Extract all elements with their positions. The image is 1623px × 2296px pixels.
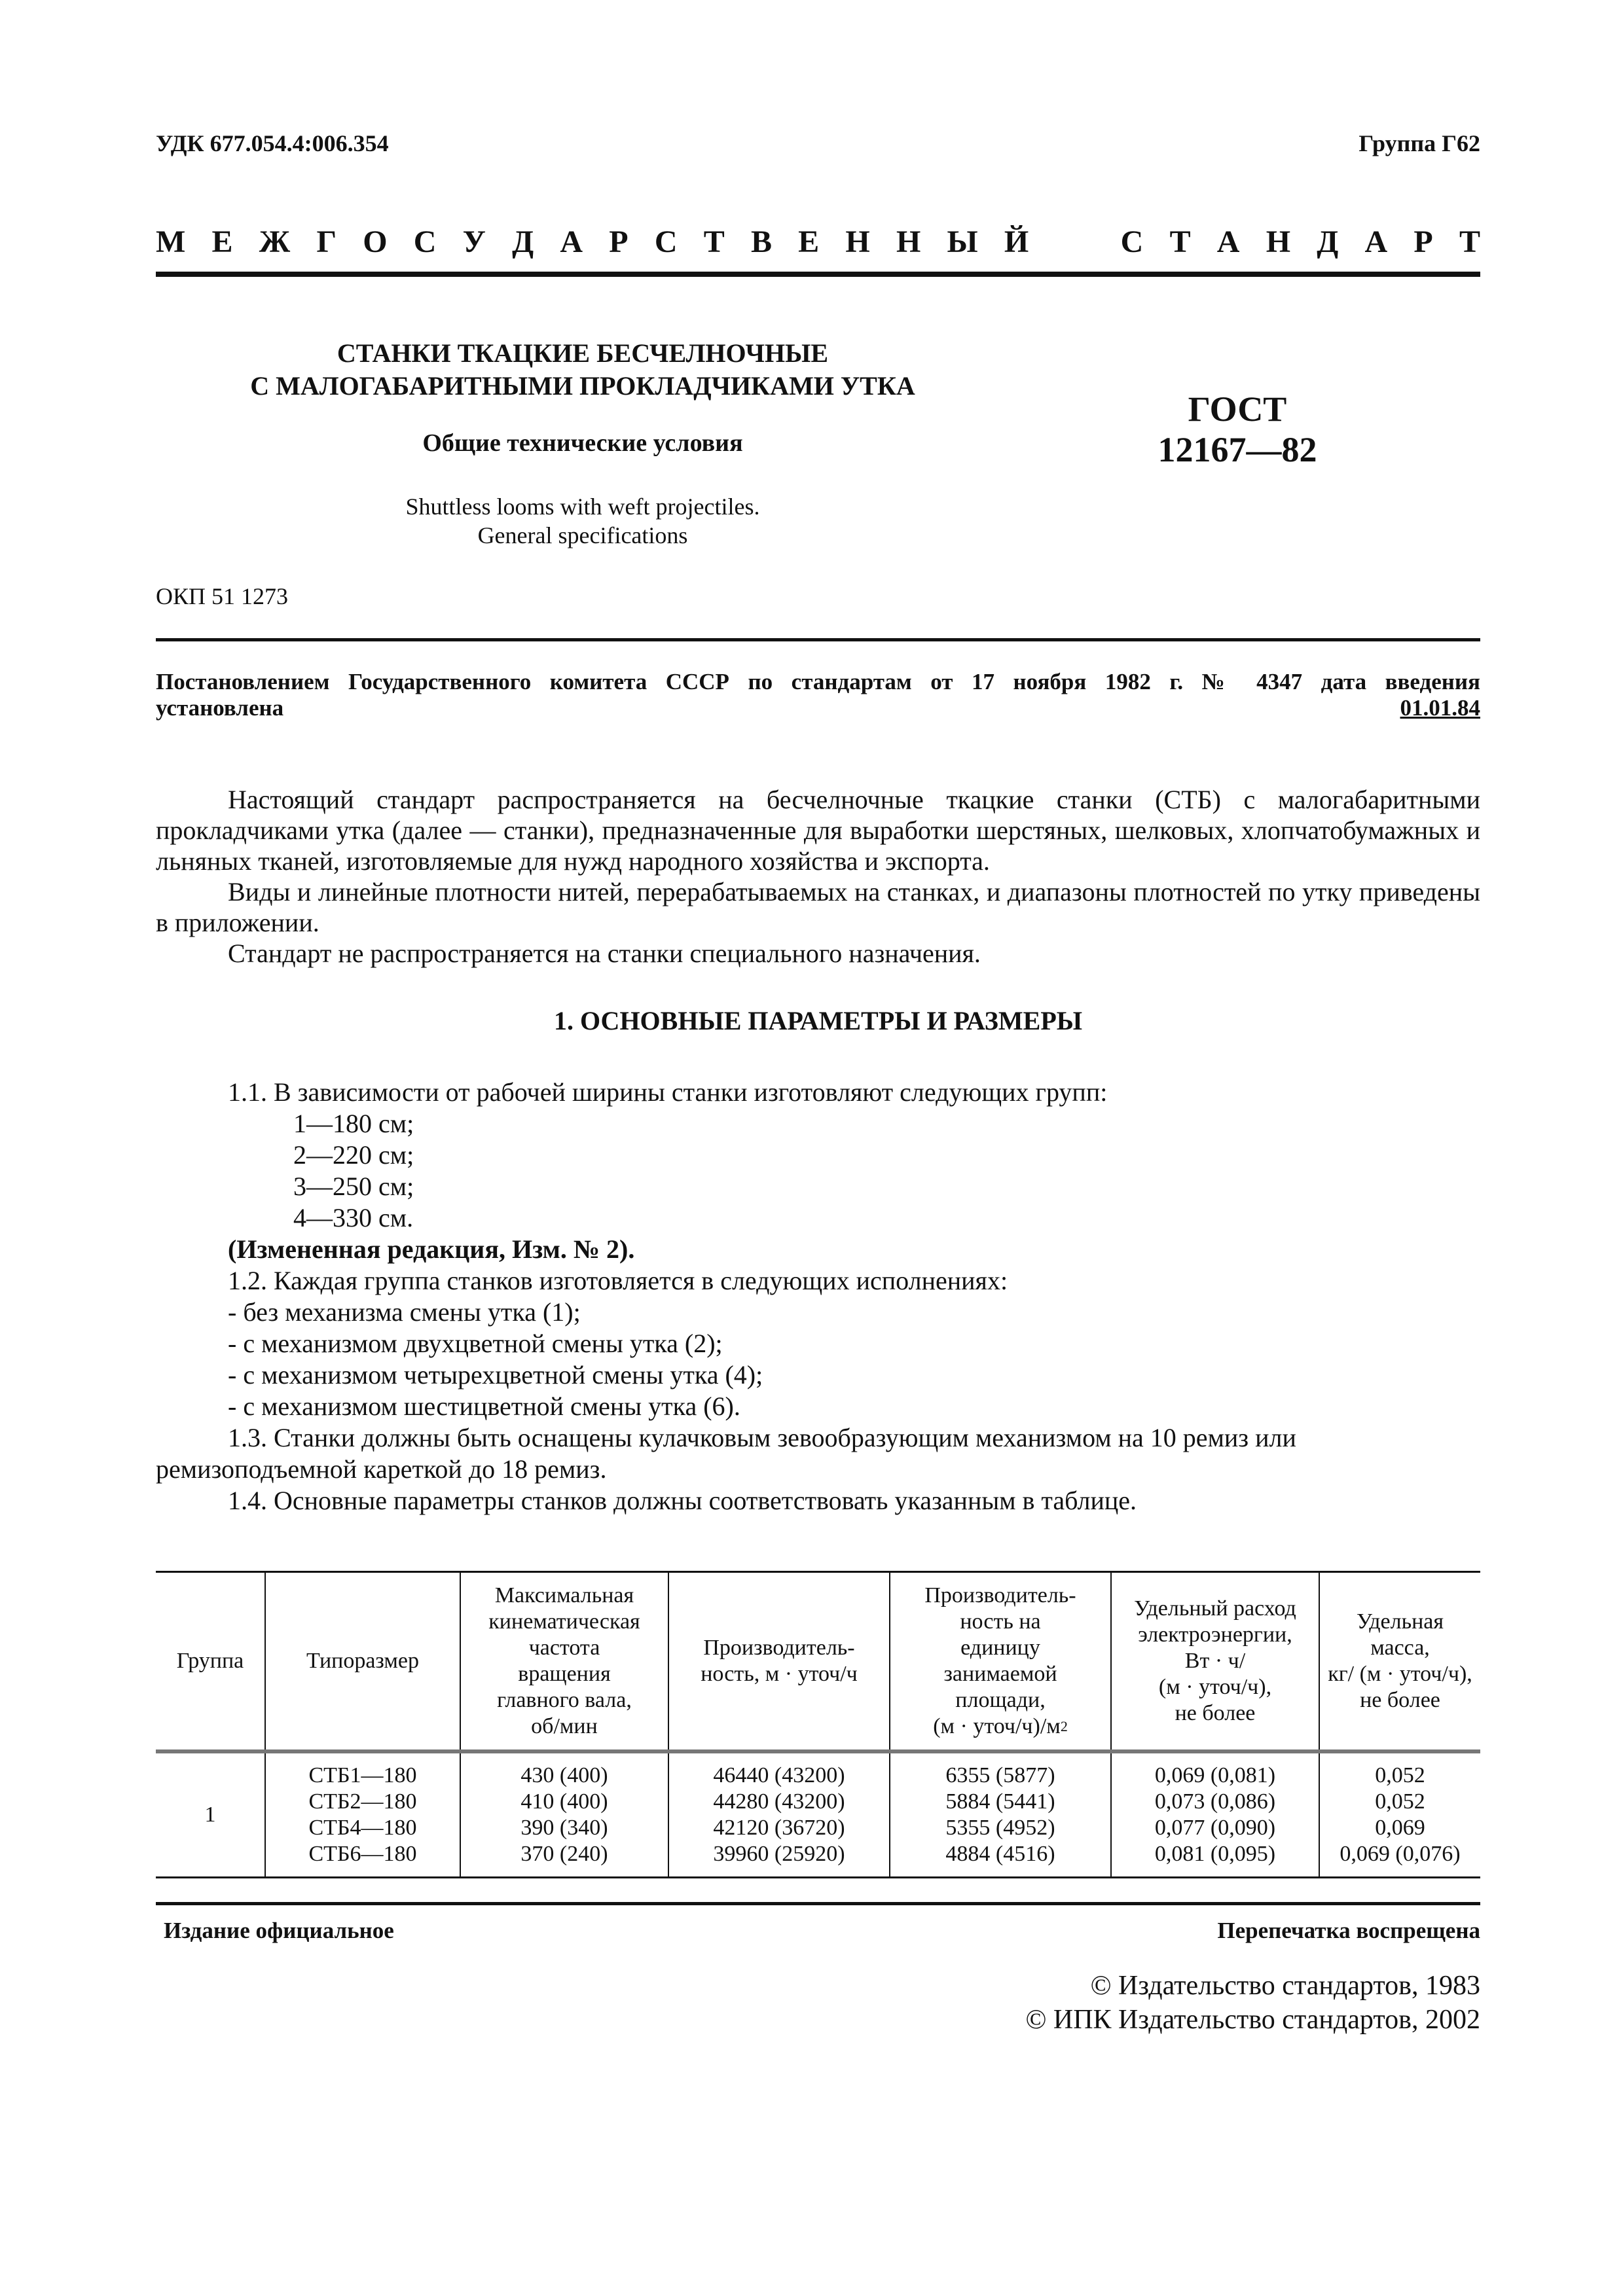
header-frequency: [460, 1572, 668, 1752]
group-item: 4—330 см.: [293, 1203, 414, 1232]
udk-code: УДК 677.054.4:006.354: [156, 130, 389, 156]
banner-letter: С: [1120, 224, 1144, 259]
cell-line: 6355 (5877): [945, 1763, 1055, 1787]
banner-letter: Ж: [259, 224, 291, 259]
cell-line: 5355 (4952): [945, 1816, 1055, 1840]
banner-rule: [156, 272, 1480, 277]
unit-text: (м · уточ/ч)/м: [933, 1714, 1061, 1738]
section1-body: [156, 1077, 1480, 1516]
standard-banner: [156, 224, 1480, 260]
decree-established: установлена: [156, 695, 284, 721]
header-line: кг/ (м · уточ/ч),: [1328, 1662, 1472, 1686]
clause-1-3: 1.3. Станки должны быть оснащены кулачковым зевообразующим механизмом на 10 ремиз или: [228, 1423, 1296, 1452]
header-line: главного вала,: [497, 1688, 632, 1712]
amendment-note: (Измененная редакция, Изм. № 2).: [228, 1234, 635, 1264]
banner-letter: Т: [703, 224, 725, 259]
cell-line: 0,052: [1375, 1763, 1425, 1787]
header-line: занимаемой: [943, 1662, 1057, 1686]
banner-letter: Е: [211, 224, 233, 259]
cell-productivity: [668, 1751, 890, 1878]
banner-letter: Д: [512, 224, 534, 259]
cell-line: 39960 (25920): [713, 1842, 845, 1866]
copyright-1983: © Издательство стандартов, 1983: [1090, 1971, 1480, 2001]
cell-line: 0,081 (0,095): [1154, 1842, 1276, 1866]
banner-letter: М: [156, 224, 186, 259]
cell-line: 0,069: [1375, 1816, 1425, 1840]
cell-line: 0,069 (0,076): [1340, 1842, 1461, 1866]
header-group: Группа: [156, 1572, 265, 1752]
footer-rule: [156, 1902, 1480, 1905]
official-edition: Издание официальное: [164, 1918, 394, 1943]
effective-date: 01.01.84: [1400, 695, 1480, 721]
variant-item: - без механизма смены утка (1);: [228, 1297, 581, 1327]
banner-letter: Г: [316, 224, 337, 259]
header-line: вращения: [518, 1662, 611, 1686]
clause-1-1: 1.1. В зависимости от рабочей ширины станки изготовляют следующих групп:: [228, 1077, 1108, 1107]
title-line: С МАЛОГАБАРИТНЫМИ ПРОКЛАДЧИКАМИ УТКА: [250, 371, 915, 401]
header-line: (м · уточ/ч),: [1158, 1675, 1272, 1699]
variant-item: - с механизмом шестицветной смены утка (6).: [228, 1391, 740, 1421]
unit-superscript: 2: [1060, 1718, 1068, 1734]
banner-letter: Н: [896, 224, 921, 259]
header-line: не более: [1175, 1701, 1256, 1725]
parameters-table: [156, 1571, 1480, 1878]
header-line: об/мин: [531, 1714, 598, 1738]
cell-group: 1: [156, 1751, 265, 1878]
banner-letter: Е: [798, 224, 820, 259]
title-rule: [156, 638, 1480, 641]
header-line: Вт · ч/: [1184, 1649, 1246, 1673]
cell-line: 0,069 (0,081): [1154, 1763, 1276, 1787]
intro-paragraph: Виды и линейные плотности нитей, перерабатываемых на станках, и диапазоны плотностей по утку приведены в приложении.: [156, 877, 1480, 937]
group-item: 2—220 см;: [293, 1140, 414, 1170]
header-line: кинематическая: [488, 1609, 640, 1634]
decree: [156, 669, 1480, 721]
gost-code: 12167—82: [1158, 430, 1317, 469]
cell-line: 5884 (5441): [945, 1789, 1055, 1814]
variant-item: - с механизмом четырехцветной смены утка (4);: [228, 1360, 763, 1390]
cell-mass: [1319, 1751, 1480, 1878]
clause-1-2: 1.2. Каждая группа станков изготовляется в следующих исполнениях:: [228, 1266, 1008, 1295]
header-line: не более: [1360, 1688, 1440, 1712]
clause-1-4: 1.4. Основные параметры станков должны соответствовать указанным в таблице.: [228, 1486, 1137, 1515]
gost-label: ГОСТ: [1188, 389, 1287, 429]
cell-types: [265, 1751, 460, 1878]
variant-item: - с механизмом двухцветной смены утка (2);: [228, 1329, 723, 1358]
cell-line: 0,077 (0,090): [1154, 1816, 1276, 1840]
english-title-line: Shuttless looms with weft projectiles.: [405, 493, 760, 520]
group-item: 3—250 см;: [293, 1172, 414, 1201]
banner-letter: Р: [609, 224, 629, 259]
header-line: ность, м · уточ/ч: [701, 1662, 858, 1686]
header-line: единицу: [960, 1636, 1040, 1660]
group-code: Группа Г62: [1359, 130, 1480, 156]
banner-letter: Т: [1459, 224, 1480, 259]
banner-letter: Й: [1004, 224, 1029, 259]
copyright-2002: © ИПК Издательство стандартов, 2002: [1025, 2005, 1480, 2035]
document-subtitle: Общие технические условия: [422, 429, 743, 457]
header-line: Максимальная: [494, 1583, 634, 1607]
english-title: [170, 492, 995, 550]
reprint-prohibited: Перепечатка воспрещена: [1217, 1918, 1480, 1943]
decree-line: [156, 695, 1480, 721]
okp-code: ОКП 51 1273: [156, 583, 289, 609]
group-item: 1—180 см;: [293, 1109, 414, 1138]
cell-line: СТБ4—180: [308, 1816, 417, 1840]
cell-productivity-area: [890, 1751, 1111, 1878]
gost-number: [1080, 389, 1395, 470]
header-line: частота: [528, 1636, 600, 1660]
banner-letter: Р: [1413, 224, 1433, 259]
cell-line: 370 (240): [520, 1842, 608, 1866]
banner-letter: А: [1216, 224, 1240, 259]
cell-line: 390 (340): [520, 1816, 608, 1840]
intro: [156, 784, 1480, 969]
banner-letter: О: [363, 224, 388, 259]
cell-frequency: [460, 1751, 668, 1878]
cell-line: 44280 (43200): [713, 1789, 845, 1814]
cell-line: 0,073 (0,086): [1154, 1789, 1276, 1814]
banner-letter: В: [750, 224, 772, 259]
banner-letter: А: [1364, 224, 1388, 259]
header-line: ность на: [960, 1609, 1041, 1634]
header-line: Производитель-: [924, 1583, 1076, 1607]
cell-line: СТБ1—180: [308, 1763, 417, 1787]
cell-line: СТБ2—180: [308, 1789, 417, 1814]
banner-letter: Н: [845, 224, 870, 259]
table-row: [156, 1751, 1480, 1878]
cell-line: 4884 (4516): [945, 1842, 1055, 1866]
intro-paragraph: Стандарт не распространяется на станки специального назначения.: [228, 939, 981, 968]
header-mass: [1319, 1572, 1480, 1752]
table-header-row: [156, 1572, 1480, 1752]
header-line: площади,: [955, 1688, 1046, 1712]
cell-line: 430 (400): [520, 1763, 608, 1787]
english-title-line: General specifications: [477, 522, 688, 548]
header-line: Удельная масса,: [1356, 1609, 1444, 1660]
header-line: Удельный расход: [1134, 1596, 1296, 1621]
banner-gap: [1055, 224, 1094, 260]
header-energy: [1111, 1572, 1319, 1752]
cell-line: 410 (400): [520, 1789, 608, 1814]
cell-line: 46440 (43200): [713, 1763, 845, 1787]
banner-letter: Н: [1266, 224, 1291, 259]
title-line: СТАНКИ ТКАЦКИЕ БЕСЧЕЛНОЧНЫЕ: [337, 338, 829, 368]
intro-paragraph: Настоящий стандарт распространяется на бесчелночные ткацкие станки (СТБ) с малогабаритными прокладчиками утка (далее — станки), предназначенные для выработки шерстяных, шелковых, хлопчатобумажных и льняных тканей, изготовляемые для нужд народного хозяйства и экспорта.: [156, 785, 1480, 876]
header-line: Производитель-: [703, 1636, 855, 1660]
cell-line: 0,052: [1375, 1789, 1425, 1814]
header-line: электроэнергии,: [1138, 1623, 1292, 1647]
banner-letter: Т: [1169, 224, 1191, 259]
banner-letter: Д: [1317, 224, 1339, 259]
cell-energy: [1111, 1751, 1319, 1878]
banner-letter: А: [560, 224, 583, 259]
header-type: Типоразмер: [265, 1572, 460, 1752]
section-heading: 1. ОСНОВНЫЕ ПАРАМЕТРЫ И РАЗМЕРЫ: [553, 1006, 1083, 1035]
clause-1-3-cont: ремизоподъемной кареткой до 18 ремиз.: [156, 1454, 607, 1484]
banner-letter: С: [654, 224, 678, 259]
header-productivity-area: [890, 1572, 1111, 1752]
banner-letter: С: [413, 224, 437, 259]
banner-letter: У: [462, 224, 486, 259]
decree-line: Постановлением Государственного комитета СССР по стандартам от 17 ноября 1982 г. № 4347 дата введения: [156, 669, 1480, 694]
header-productivity: [668, 1572, 890, 1752]
cell-line: 42120 (36720): [713, 1816, 845, 1840]
banner-letter: Ы: [947, 224, 978, 259]
header-line: [896, 1713, 1105, 1740]
cell-line: СТБ6—180: [308, 1842, 417, 1866]
document-title: [170, 337, 995, 403]
